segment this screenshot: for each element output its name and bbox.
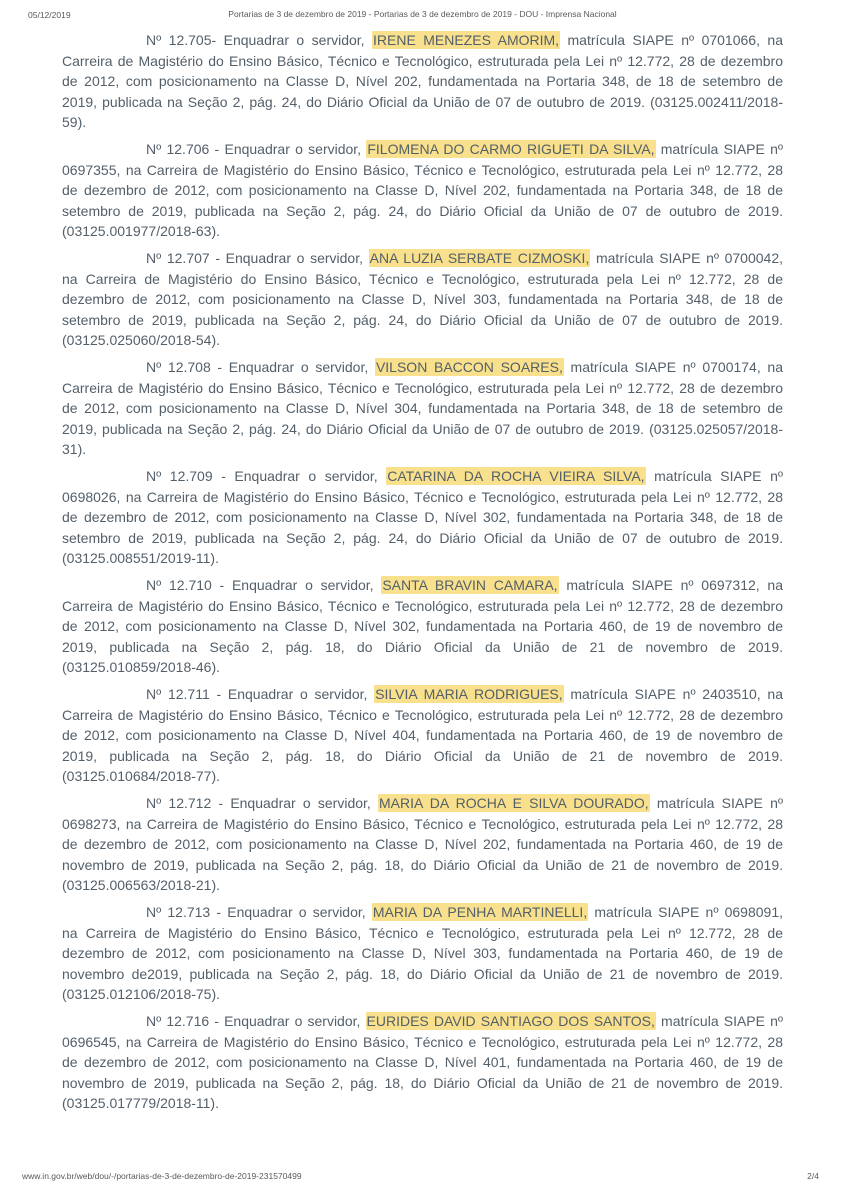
entry-suffix: matrícula SIAPE nº 0698273, na Carreira de Magistério do Ensino Básico, Técnico e Tecnológico, estruturada pela Lei nº 12.772, 28 de dezembro de 2012, com posicionamento na Classe D, Nível 202, fundamentada na Portaria 460, de 19 de novembro de 2019, publicada na Seção 2, pág. 18, do Diário Oficial da União de 21 de novembro de 2019. (03125.006563/2018-21). xyxy=(62,795,783,893)
entry-prefix: Nº 12.707 - Enquadrar o servidor, xyxy=(146,250,369,266)
entry-prefix: Nº 12.711 - Enquadrar o servidor, xyxy=(146,686,375,702)
portaria-entry xyxy=(62,466,783,569)
footer-url: www.in.gov.br/web/dou/-/portarias-de-3-de-dezembro-de-2019-231570499 xyxy=(22,1171,302,1181)
entry-suffix: matrícula SIAPE nº 0700174, na Carreira de Magistério do Ensino Básico, Técnico e Tecnológico, estruturada pela Lei nº 12.772, 28 de dezembro de 2012, com posicionamento na Classe D, Nível 304, fundamentada na Portaria 348, de 18 de setembro de 2019, publicada na Seção 2, pág. 24, do Diário Oficial da União de 07 de outubro de 2019. (03125.025057/2018-31). xyxy=(62,359,783,457)
portaria-entry xyxy=(62,902,783,1005)
entry-suffix: matrícula SIAPE nº 0697312, na Carreira de Magistério do Ensino Básico, Técnico e Tecnológico, estruturada pela Lei nº 12.772, 28 de dezembro de 2012, com posicionamento na Classe D, Nível 302, fundamentada na Portaria 460, de 19 de novembro de 2019, publicada na Seção 2, pág. 18, do Diário Oficial da União de 21 de novembro de 2019. (03125.010859/2018-46). xyxy=(62,577,784,675)
servant-name-highlight: ANA LUZIA SERBATE CIZMOSKI, xyxy=(369,250,590,266)
portaria-entry xyxy=(62,248,783,351)
entry-prefix: Nº 12.710 - Enquadrar o servidor, xyxy=(146,577,382,593)
entry-suffix: matrícula SIAPE nº 0697355, na Carreira de Magistério do Ensino Básico, Técnico e Tecnológico, estruturada pela Lei nº 12.772, 28 de dezembro de 2012, com posicionamento na Classe D, Nível 202, fundamentada na Portaria 348, de 18 de setembro de 2019, publicada na Seção 2, pág. 24, do Diário Oficial da União de 07 de outubro de 2019. (03125.001977/2018-63). xyxy=(62,141,783,239)
entry-prefix: Nº 12.708 - Enquadrar o servidor, xyxy=(146,359,375,375)
servant-name-highlight: FILOMENA DO CARMO RIGUETI DA SILVA, xyxy=(367,141,655,157)
servant-name-highlight: VILSON BACCON SOARES, xyxy=(375,359,563,375)
entry-suffix: matrícula SIAPE nº 2403510, na Carreira de Magistério do Ensino Básico, Técnico e Tecnológico, estruturada pela Lei nº 12.772, 28 de dezembro de 2012, com posicionamento na Classe D, Nível 404, fundamentada na Portaria 460, de 19 de novembro de 2019, publicada na Seção 2, pág. 18, do Diário Oficial da União de 21 de novembro de 2019. (03125.010684/2018-77). xyxy=(62,686,783,784)
portaria-entry xyxy=(62,139,783,242)
entry-prefix: Nº 12.706 - Enquadrar o servidor, xyxy=(146,141,367,157)
print-footer xyxy=(0,1169,845,1183)
portaria-entry xyxy=(62,30,783,133)
print-header xyxy=(0,9,845,23)
entry-suffix: matrícula SIAPE nº 0700042, na Carreira de Magistério do Ensino Básico, Técnico e Tecnológico, estruturada pela Lei nº 12.772, 28 de dezembro de 2012, com posicionamento na Classe D, Nível 303, fundamentada na Portaria 348, de 18 de setembro de 2019, publicada na Seção 2, pág. 24, do Diário Oficial da União de 07 de outubro de 2019. (03125.025060/2018-54). xyxy=(62,250,784,348)
entry-prefix: Nº 12.716 - Enquadrar o servidor, xyxy=(146,1013,366,1029)
portaria-entry xyxy=(62,1011,783,1114)
servant-name-highlight: IRENE MENEZES AMORIM, xyxy=(373,32,560,48)
page-indicator: 2/4 xyxy=(807,1171,819,1181)
portaria-entry xyxy=(62,357,783,460)
entry-prefix: Nº 12.709 - Enquadrar o servidor, xyxy=(146,468,387,484)
servant-name-highlight: MARIA DA ROCHA E SILVA DOURADO, xyxy=(379,795,649,811)
portaria-entry xyxy=(62,793,783,896)
page-title: Portarias de 3 de dezembro de 2019 - Portarias de 3 de dezembro de 2019 - DOU - Imprensa Nacional xyxy=(228,9,617,19)
entry-prefix: Nº 12.705- Enquadrar o servidor, xyxy=(146,32,373,48)
entry-suffix: matrícula SIAPE nº 0698026, na Carreira de Magistério do Ensino Básico, Técnico e Tecnológico, estruturada pela Lei nº 12.772, 28 de dezembro de 2012, com posicionamento na Classe D, Nível 302, fundamentada na Portaria 348, de 18 de setembro de 2019, publicada na Seção 2, pág. 24, do Diário Oficial da União de 07 de outubro de 2019. (03125.008551/2019-11). xyxy=(62,468,783,566)
print-date: 05/12/2019 xyxy=(28,10,71,20)
entry-suffix: matrícula SIAPE nº 0701066, na Carreira de Magistério do Ensino Básico, Técnico e Tecnológico, estruturada pela Lei nº 12.772, 28 de dezembro de 2012, com posicionamento na Classe D, Nível 202, fundamentada na Portaria 348, de 18 de setembro de 2019, publicada na Seção 2, pág. 24, do Diário Oficial da União de 07 de outubro de 2019. (03125.002411/2018-59). xyxy=(62,32,783,130)
entry-prefix: Nº 12.713 - Enquadrar o servidor, xyxy=(146,904,372,920)
portaria-entry xyxy=(62,575,783,678)
portaria-entry xyxy=(62,684,783,787)
entry-suffix: matrícula SIAPE nº 0698091, na Carreira de Magistério do Ensino Básico, Técnico e Tecnológico, estruturada pela Lei nº 12.772, 28 de dezembro de 2012, com posicionamento na Classe D, Nível 303, fundamentada na Portaria 460, de 19 de novembro de2019, publicada na Seção 2, pág. 18, do Diário Oficial da União de 21 de novembro de 2019. (03125.012106/2018-75). xyxy=(62,904,783,1002)
servant-name-highlight: SANTA BRAVIN CAMARA, xyxy=(382,577,558,593)
document-body xyxy=(62,30,783,1120)
entry-suffix: matrícula SIAPE nº 0696545, na Carreira de Magistério do Ensino Básico, Técnico e Tecnológico, estruturada pela Lei nº 12.772, 28 de dezembro de 2012, com posicionamento na Classe D, Nível 401, fundamentada na Portaria 460, de 19 de novembro de 2019, publicada na Seção 2, pág. 18, do Diário Oficial da União de 21 de novembro de 2019. (03125.017779/2018-11). xyxy=(62,1013,783,1111)
servant-name-highlight: MARIA DA PENHA MARTINELLI, xyxy=(372,904,588,920)
servant-name-highlight: CATARINA DA ROCHA VIEIRA SILVA, xyxy=(387,468,645,484)
servant-name-highlight: EURIDES DAVID SANTIAGO DOS SANTOS, xyxy=(366,1013,655,1029)
entry-prefix: Nº 12.712 - Enquadrar o servidor, xyxy=(146,795,378,811)
servant-name-highlight: SILVIA MARIA RODRIGUES, xyxy=(375,686,563,702)
